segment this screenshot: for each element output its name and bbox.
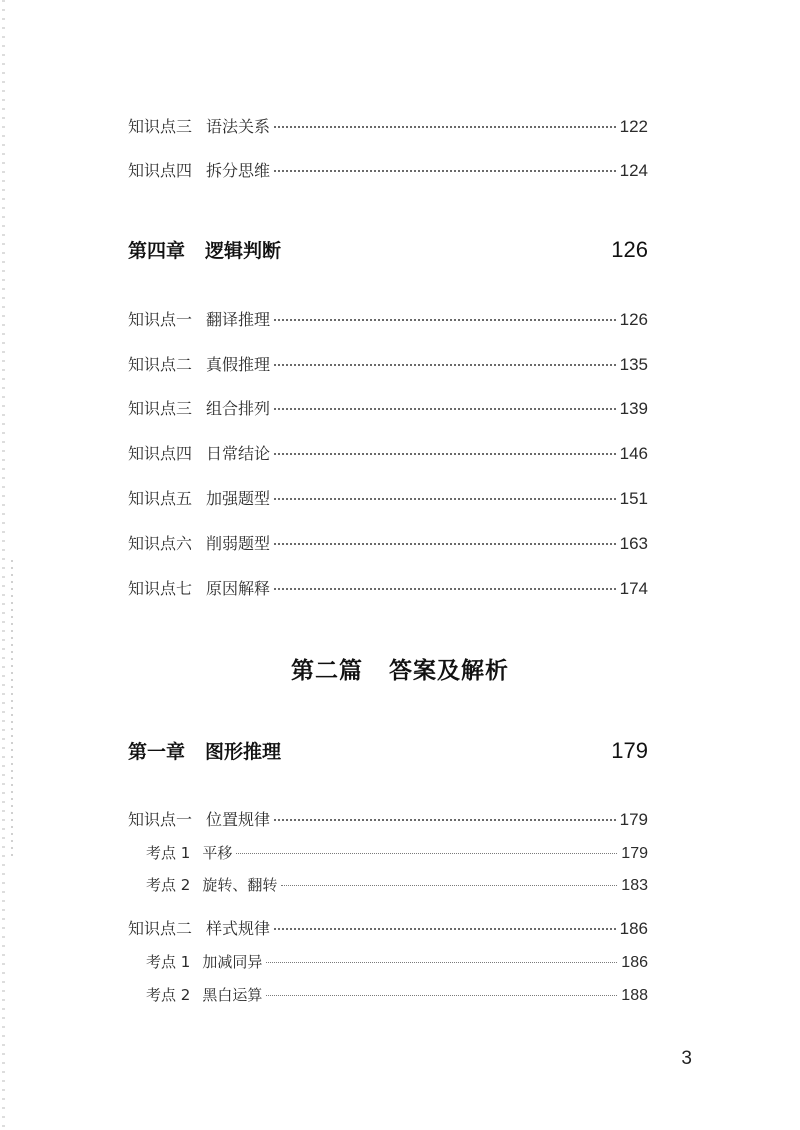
subentry-page: 179 xyxy=(621,845,648,862)
subentry-label: 考点 1 xyxy=(146,844,191,862)
entry-page: 151 xyxy=(619,489,648,508)
subentry-page: 183 xyxy=(621,877,648,894)
entry-label: 知识点二 xyxy=(128,919,193,938)
subentry-label: 考点 1 xyxy=(146,953,191,971)
entry-label: 知识点一 xyxy=(128,810,193,829)
entry-page: 124 xyxy=(619,161,648,180)
subentry-title: 平移 xyxy=(202,844,233,862)
dot-leader xyxy=(274,819,616,821)
entry-title: 加强题型 xyxy=(206,489,271,508)
subentry-label: 考点 2 xyxy=(146,876,191,894)
toc-subentry[interactable] xyxy=(146,842,648,863)
entry-page: 163 xyxy=(619,534,648,553)
entry-page: 174 xyxy=(619,579,648,598)
subentry-page: 188 xyxy=(621,987,648,1004)
toc-entry[interactable] xyxy=(128,114,648,137)
part-heading xyxy=(0,652,800,685)
entry-label: 知识点四 xyxy=(128,444,193,463)
entry-page: 126 xyxy=(619,310,648,329)
dot-leader xyxy=(274,588,616,590)
toc-entry[interactable] xyxy=(128,158,648,181)
dot-leader xyxy=(274,364,616,366)
scan-artifact xyxy=(2,0,5,1130)
dot-leader xyxy=(274,543,616,545)
chapter-heading[interactable] xyxy=(128,236,648,263)
toc-entry[interactable] xyxy=(128,307,648,330)
chapter-label: 第一章 xyxy=(128,741,186,763)
entry-page: 139 xyxy=(619,399,648,418)
entry-title: 样式规律 xyxy=(206,919,271,938)
dot-leader xyxy=(236,853,617,854)
entry-label: 知识点二 xyxy=(128,355,193,374)
entry-title: 原因解释 xyxy=(206,579,271,598)
page-number: 3 xyxy=(681,1048,692,1069)
subentry-title: 旋转、翻转 xyxy=(202,876,278,894)
scan-artifact xyxy=(11,560,13,860)
entry-label: 知识点五 xyxy=(128,489,193,508)
entry-label: 知识点四 xyxy=(128,161,193,180)
entry-title: 翻译推理 xyxy=(206,310,271,329)
part-label: 第二篇 xyxy=(291,657,363,684)
toc-entry[interactable] xyxy=(128,441,648,464)
subentry-label: 考点 2 xyxy=(146,986,191,1004)
entry-label: 知识点六 xyxy=(128,534,193,553)
toc-entry[interactable] xyxy=(128,531,648,554)
chapter-label: 第四章 xyxy=(128,240,186,262)
subentry-title: 黑白运算 xyxy=(202,986,263,1004)
dot-leader xyxy=(274,928,616,930)
entry-title: 位置规律 xyxy=(206,810,271,829)
entry-page: 135 xyxy=(619,355,648,374)
toc-subentry[interactable] xyxy=(146,951,648,972)
entry-label: 知识点七 xyxy=(128,579,193,598)
entry-title: 语法关系 xyxy=(206,117,271,136)
chapter-heading[interactable] xyxy=(128,737,648,764)
entry-label: 知识点三 xyxy=(128,399,193,418)
dot-leader xyxy=(266,962,617,963)
dot-leader xyxy=(274,453,616,455)
entry-label: 知识点三 xyxy=(128,117,193,136)
dot-leader xyxy=(274,498,616,500)
entry-title: 真假推理 xyxy=(206,355,271,374)
entry-page: 179 xyxy=(619,810,648,829)
dot-leader xyxy=(281,885,617,886)
entry-title: 日常结论 xyxy=(206,444,271,463)
subentry-title: 加减同异 xyxy=(202,953,263,971)
chapter-page: 179 xyxy=(611,738,648,763)
entry-label: 知识点一 xyxy=(128,310,193,329)
dot-leader xyxy=(274,126,616,128)
entry-page: 146 xyxy=(619,444,648,463)
toc-entry[interactable] xyxy=(128,807,648,830)
chapter-page: 126 xyxy=(611,237,648,262)
entry-title: 拆分思维 xyxy=(206,161,271,180)
entry-title: 削弱题型 xyxy=(206,534,271,553)
dot-leader xyxy=(274,319,616,321)
toc-subentry[interactable] xyxy=(146,874,648,895)
entry-page: 122 xyxy=(619,117,648,136)
entry-page: 186 xyxy=(619,919,648,938)
dot-leader xyxy=(274,408,616,410)
toc-entry[interactable] xyxy=(128,916,648,939)
toc-subentry[interactable] xyxy=(146,984,648,1005)
chapter-title: 图形推理 xyxy=(205,741,282,763)
toc-entry[interactable] xyxy=(128,576,648,599)
chapter-title: 逻辑判断 xyxy=(205,240,282,262)
entry-title: 组合排列 xyxy=(206,399,271,418)
subentry-page: 186 xyxy=(621,954,648,971)
part-title: 答案及解析 xyxy=(389,657,509,684)
toc-entry[interactable] xyxy=(128,396,648,419)
toc-entry[interactable] xyxy=(128,352,648,375)
toc-entry[interactable] xyxy=(128,486,648,509)
dot-leader xyxy=(266,995,617,996)
dot-leader xyxy=(274,170,616,172)
